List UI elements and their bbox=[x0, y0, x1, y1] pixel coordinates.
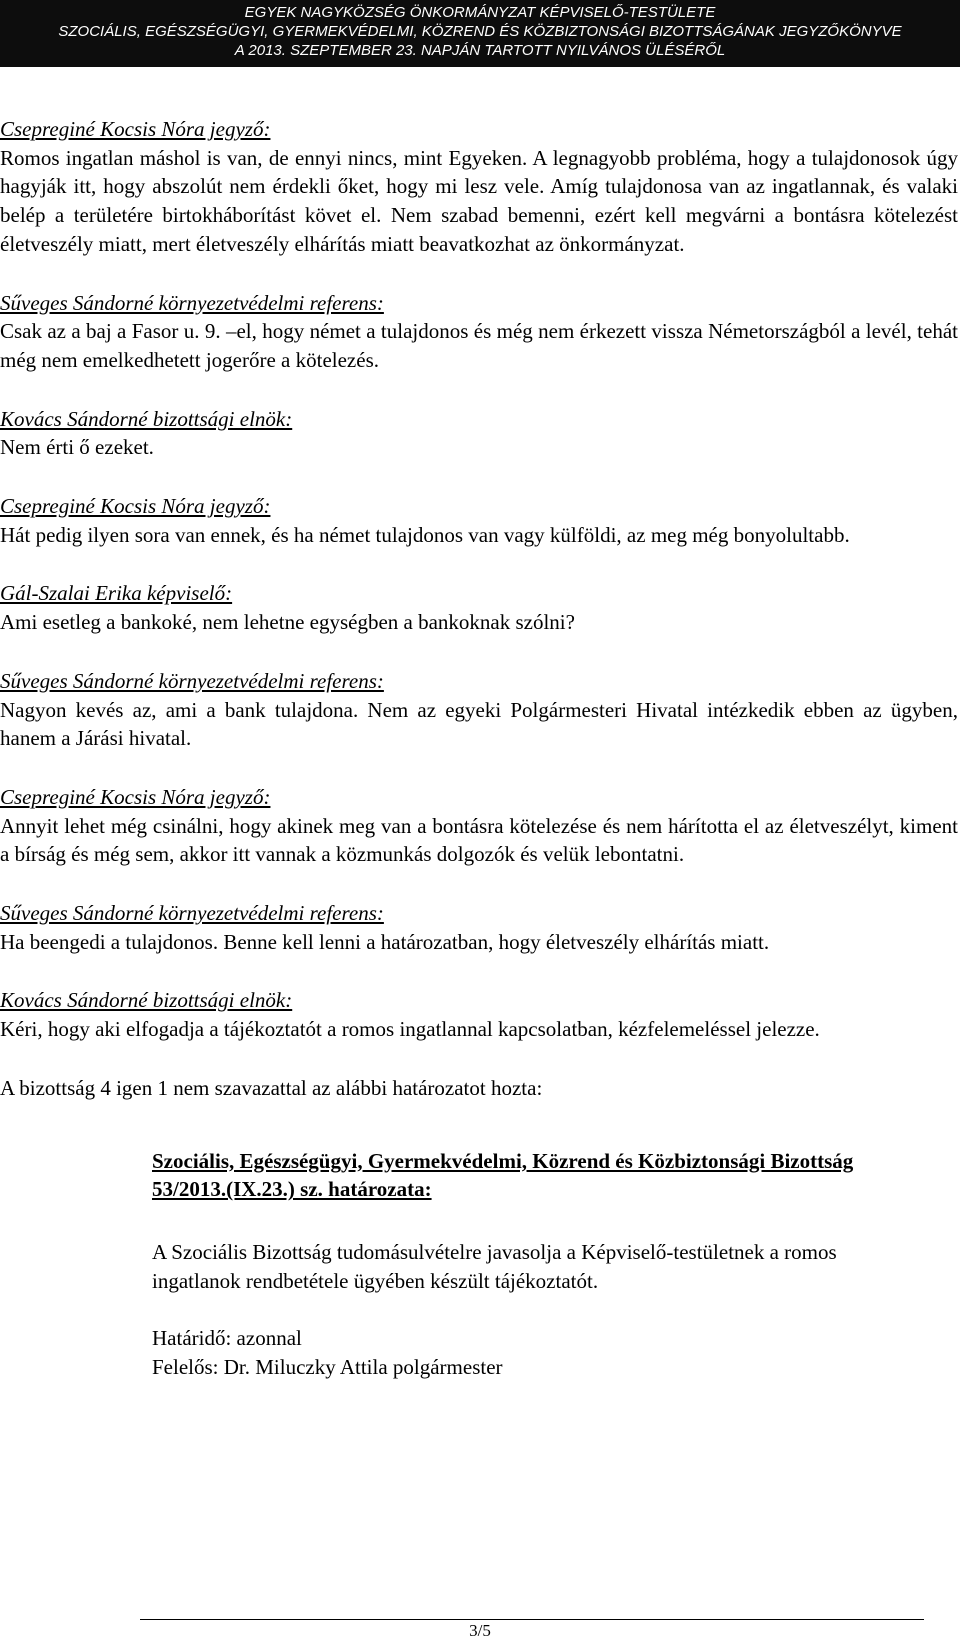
header-line-1: EGYEK NAGYKÖZSÉG ÖNKORMÁNYZAT KÉPVISELŐ-TESTÜLETE bbox=[244, 4, 716, 21]
resolution bbox=[152, 1147, 892, 1382]
speaker-name: Csepreginé Kocsis Nóra jegyző: bbox=[0, 117, 271, 141]
speech-block bbox=[0, 115, 958, 259]
speaker-name: Kovács Sándorné bizottsági elnök: bbox=[0, 406, 293, 431]
speaker-name: Gál-Szalai Erika képviselő: bbox=[0, 581, 233, 606]
speech-text: Ha beengedi a tulajdonos. Benne kell lenni a határozatban, hogy életveszély elhárítás miatt. bbox=[0, 929, 770, 954]
speaker-name: Kovács Sándorné bizottsági elnök: bbox=[0, 988, 293, 1013]
resolution-deadline: Határidő: azonnal bbox=[152, 1326, 302, 1351]
speech-text: Romos ingatlan máshol is van, de ennyi nincs, mint Egyeken. A legnagyobb probléma, hogy a tulajdonosok úgy hagyják itt, hogy abszolút nem érdekli őket, hogy mi lesz vele. Amíg tulajdonosa van az ingatlannak, és valaki belép a területére birtokháborítást követ el. Nem szabad bemenni, ezért kell megvárni a bontásra kötelezést életveszély miatt, mert életveszély elhárítás miatt beavatkozhat az önkormányzat. bbox=[0, 145, 958, 256]
speech-block bbox=[0, 899, 958, 956]
page-number: 3/5 bbox=[469, 1621, 491, 1640]
resolution-responsible: Felelős: Dr. Miluczky Attila polgármester bbox=[152, 1355, 503, 1380]
speech-text: Nagyon kevés az, ami a bank tulajdona. Nem az egyeki Polgármesteri Hivatal intézkedik ebben az ügyben, hanem a Járási hivatal. bbox=[0, 697, 958, 751]
vote-result: A bizottság 4 igen 1 nem szavazattal az alábbi határozatot hozta: bbox=[0, 1075, 543, 1100]
header-line-3: A 2013. SZEPTEMBER 23. NAPJÁN TARTOTT NYILVÁNOS ÜLÉSÉRŐL bbox=[234, 42, 726, 59]
resolution-title: Szociális, Egészségügyi, Gyermekvédelmi, Közrend és Közbiztonsági Bizottság 53/2013.(IX.23.) sz. határozata: bbox=[152, 1148, 854, 1202]
resolution-body: A Szociális Bizottság tudomásulvételre javasolja a Képviselő-testületnek a romos ingatlanok rendbetétele ügyében készült tájékoztatót. bbox=[152, 1239, 837, 1293]
document-body bbox=[0, 115, 958, 1382]
speech-block bbox=[0, 579, 958, 636]
speech-block bbox=[0, 492, 958, 549]
speech-block bbox=[0, 289, 958, 375]
speech-block bbox=[0, 405, 958, 462]
speaker-name: Sűveges Sándorné környezetvédelmi referens: bbox=[0, 668, 384, 693]
speaker-name: Csepreginé Kocsis Nóra jegyző: bbox=[0, 784, 271, 809]
speech-text: Csak az a baj a Fasor u. 9. –el, hogy német a tulajdonos és még nem érkezett vissza Németországból a levél, tehát még nem emelkedhetett jogerőre a kötelezés. bbox=[0, 319, 958, 372]
speech-block bbox=[0, 986, 958, 1043]
speech-text: Nem érti ő ezeket. bbox=[0, 435, 154, 460]
header-line-2: SZOCIÁLIS, EGÉSZSÉGÜGYI, GYERMEKVÉDELMI, KÖZREND ÉS KÖZBIZTONSÁGI BIZOTTSÁGÁNAK JEGYZŐKÖNYVE bbox=[58, 23, 902, 40]
speech-text: Hát pedig ilyen sora van ennek, és ha német tulajdonos van vagy külföldi, az meg még bonyolultabb. bbox=[0, 522, 850, 547]
speaker-name: Sűveges Sándorné környezetvédelmi referens: bbox=[0, 901, 384, 926]
page-header bbox=[0, 0, 960, 67]
speech-text: Kéri, hogy aki elfogadja a tájékoztatót a romos ingatlannal kapcsolatban, kézfelemeléssel jelezze. bbox=[0, 1017, 820, 1042]
speech-text: Annyit lehet még csinálni, hogy akinek meg van a bontásra kötelezése és nem hárította el az életveszélyt, kiment a bírság és még sem, akkor itt vannak a közmunkás dolgozók és velük lebontatni. bbox=[0, 813, 958, 867]
speech-block bbox=[0, 667, 958, 753]
speaker-name: Csepreginé Kocsis Nóra jegyző: bbox=[0, 494, 271, 519]
speaker-name: Sűveges Sándorné környezetvédelmi referens: bbox=[0, 290, 384, 315]
speech-block bbox=[0, 783, 958, 869]
speech-text: Ami esetleg a bankoké, nem lehetne egységben a bankoknak szólni? bbox=[0, 610, 575, 635]
